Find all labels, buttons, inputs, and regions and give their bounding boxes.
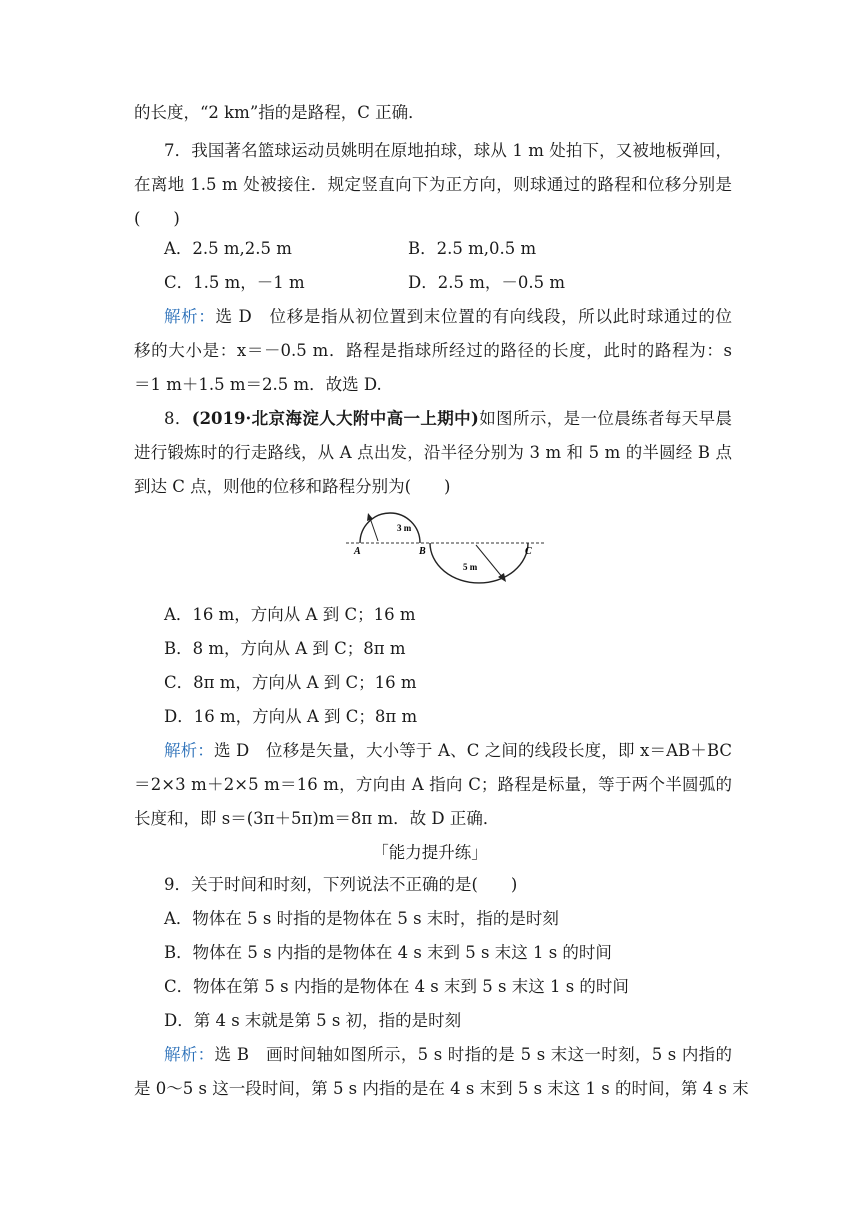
answer-8-text: ＝2×3 m＋2×5 m＝16 m，方向由 A 指向 C；路程是标量，等于两个半圆弧的 [134,775,732,794]
question-8-option-a: A．16 m，方向从 A 到 C；16 m [164,605,416,624]
answer-9-line [164,1044,732,1066]
question-8-option-d: D．16 m，方向从 A 到 C；8π m [164,707,418,726]
answer-label: 解析： [164,741,214,760]
answer-8-text: 选 D 位移是矢量，大小等于 A、C 之间的线段长度，即 x＝AB＋BC [213,741,733,760]
arrow-head [498,573,506,582]
answer-7-line [164,306,732,328]
answer-9-text: 是 0～5 s 这一段时间，第 5 s 内指的是在 4 s 末到 5 s 末这 1 s 的时间，第 4 s 末 [134,1079,749,1098]
small-radius-label: 3 m [397,523,412,533]
answer-7-text: 选 D 位移是指从初位置到末位置的有向线段，所以此时球通过的位 [215,307,733,326]
question-8-stem: 到达 C 点，则他的位移和路程分别为( ) [134,477,451,496]
large-radius-arrow [476,545,503,578]
section-heading: 「能力提升练」 [372,843,488,862]
answer-9-text: 选 B 画时间轴如图所示，5 s 时指的是 5 s 末这一时刻，5 s 内指的 [214,1045,733,1064]
small-radius-arrow [370,518,378,541]
answer-label: 解析： [164,307,216,326]
answer-7-text: 移的大小是：x＝－0.5 m．路程是指球所经过的路径的长度，此时的路程为：s [134,341,732,360]
question-9-option-b: B．物体在 5 s 内指的是物体在 4 s 末到 5 s 末这 1 s 的时间 [164,943,612,962]
text-line: 的长度，“2 km”指的是路程，C 正确． [134,103,425,122]
question-7-option-a: A．2.5 m,2.5 m [164,239,292,258]
question-8-option-b: B．8 m，方向从 A 到 C；8π m [164,639,406,658]
point-label-b: B [419,546,426,557]
question-8-stem: 进行锻炼时的行走路线，从 A 点出发，沿半径分别为 3 m 和 5 m 的半圆经 B 点 [134,443,732,462]
question-9-option-c: C．物体在第 5 s 内指的是物体在 4 s 末到 5 s 末这 1 s 的时间 [164,977,629,996]
answer-7-text: ＝1 m＋1.5 m＝2.5 m．故选 D. [134,375,382,394]
question-7-blank: ( ) [134,209,180,228]
question-9-option-a: A．物体在 5 s 时指的是物体在 5 s 末时，指的是时刻 [164,909,559,928]
answer-8-line [164,740,732,762]
question-8-stem [164,408,732,430]
question-7-stem: 在离地 1.5 m 处被接住．规定竖直向下为正方向，则球通过的路程和位移分别是 [134,175,732,194]
question-7-option-d: D．2.5 m，－0.5 m [408,273,565,292]
large-radius-label: 5 m [463,562,478,572]
answer-8-text: 长度和，即 s＝(3π＋5π)m＝8π m．故 D 正确． [134,809,500,828]
question-7-option-b: B．2.5 m,0.5 m [408,239,537,258]
answer-label: 解析： [164,1045,215,1064]
question-7-stem: 7．我国著名篮球运动员姚明在原地拍球，球从 1 m 处拍下，又被地板弹回， [164,141,732,160]
point-label-a: A [354,546,361,557]
point-label-c: C [525,546,532,557]
arrow-head [367,513,373,521]
question-9-stem: 9．关于时间和时刻，下列说法不正确的是( ) [164,875,518,894]
question-8-source: (2019·北京海淀人大附中高一上期中) [191,409,479,428]
question-8-number: 8． [164,409,192,428]
question-7-option-c: C．1.5 m，－1 m [164,273,305,292]
path-diagram [340,502,550,586]
question-8-option-c: C．8π m，方向从 A 到 C；16 m [164,673,417,692]
question-8-text: 如图所示，是一位晨练者每天早晨 [478,409,733,428]
question-9-option-d: D．第 4 s 末就是第 5 s 初，指的是时刻 [164,1011,462,1030]
